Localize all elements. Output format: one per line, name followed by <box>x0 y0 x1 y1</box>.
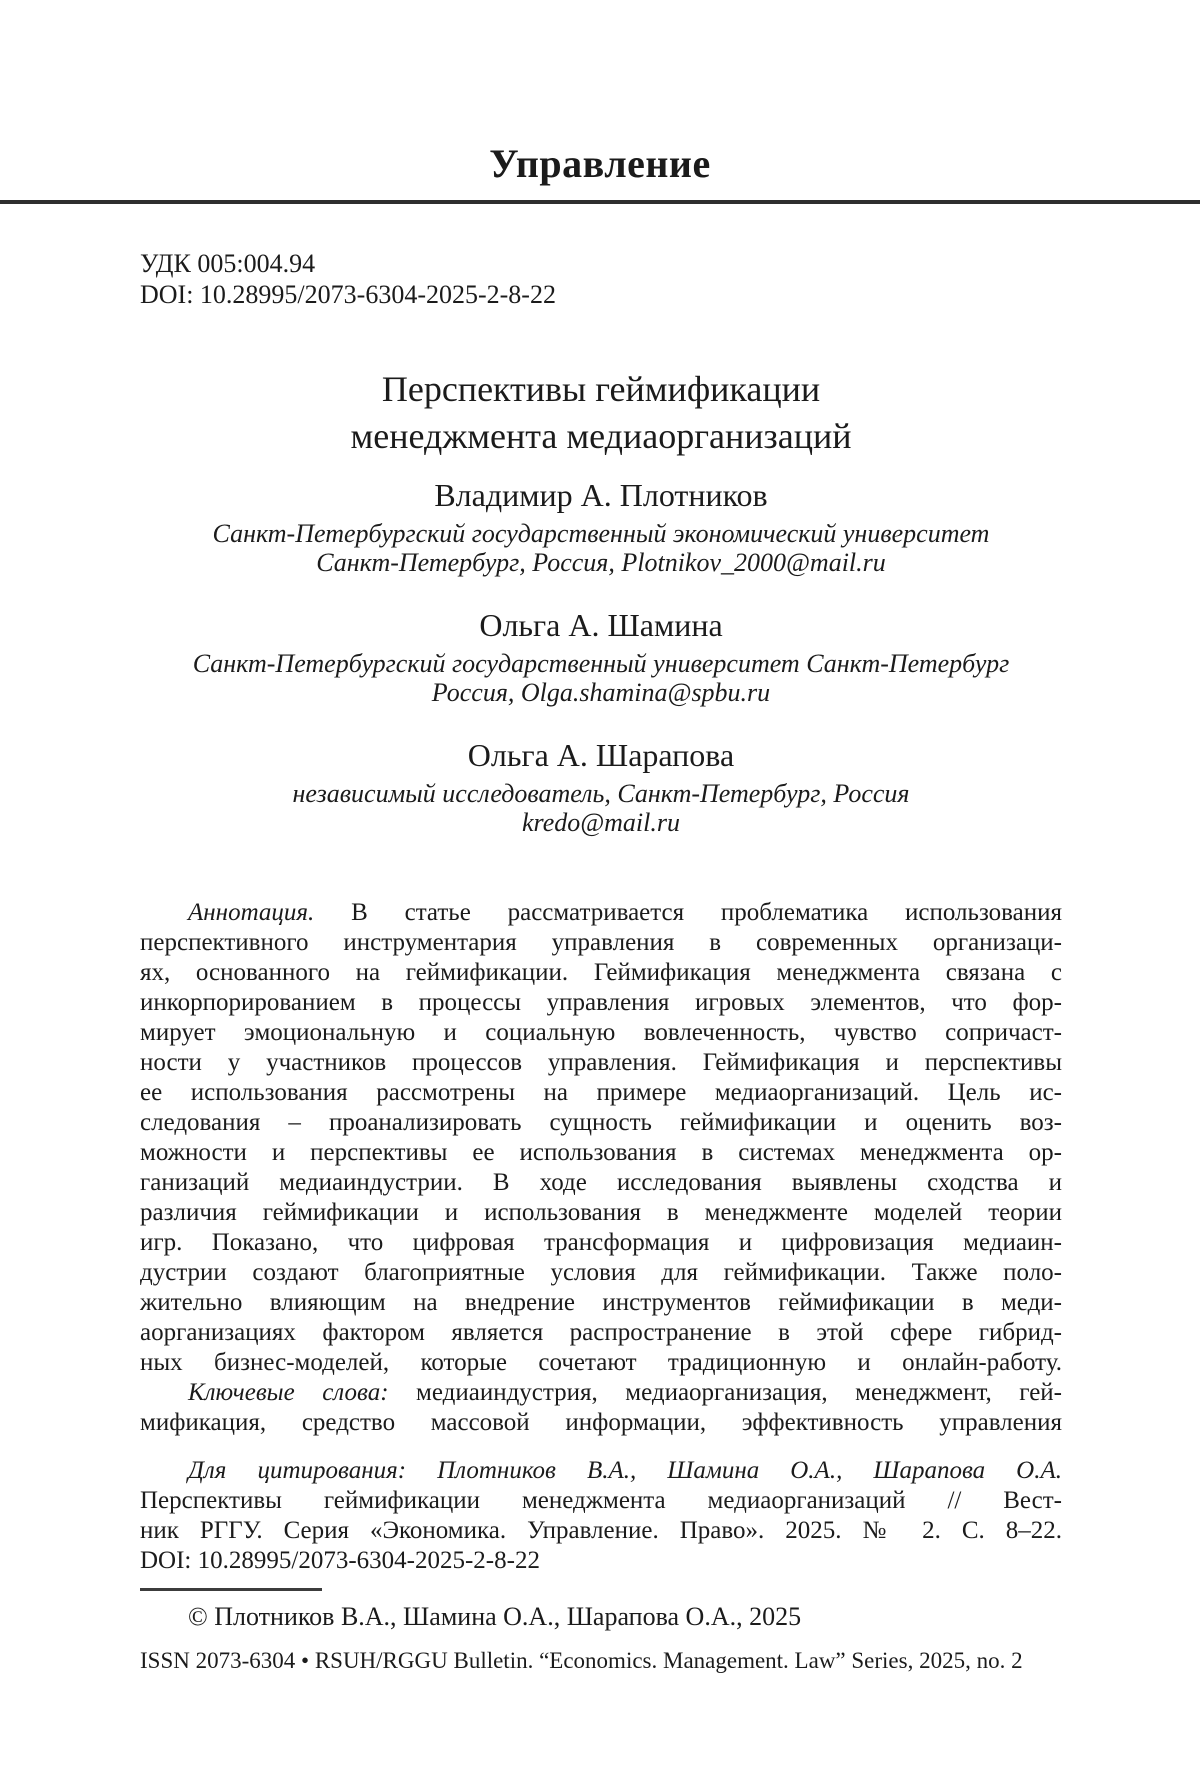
keywords-paragraph: Ключевые слова: медиаиндустрия, медиаорганизация, менеджмент, гей- мификация, средство массовой информации, эффективность управления <box>140 1379 1063 1436</box>
author-name-3: Ольга А. Шарапова <box>467 737 735 773</box>
issn-line: ISSN 2073-6304 • RSUH/RGGU Bulletin. “Economics. Management. Law” Series, 2025, no. 2 <box>140 1648 1023 1673</box>
citation-paragraph: Для цитирования: Плотников В.А., Шамина О.А., Шарапова О.А. Перспективы геймификации менеджмента медиаорганизаций // Вест- ник РГГУ. Серия «Экономика. Управление. Право». 2025. № 2. С. 8–22. DOI: 10.28995/2073-6304-2025-2-8-22 <box>140 1457 1062 1574</box>
affiliation-line: Санкт-Петербургский государственный университет Санкт-Петербург <box>192 649 1010 678</box>
author-affiliation-3 <box>140 779 1062 837</box>
article-title <box>140 366 1062 460</box>
affiliation-line: независимый исследователь, Санкт-Петербург, Россия <box>292 779 910 808</box>
affiliation-email-line: Россия, Olga.shamina@spbu.ru <box>431 678 771 707</box>
author-block-1 <box>140 475 1062 577</box>
section-header: Управление <box>489 141 711 186</box>
author-name-2: Ольга А. Шамина <box>479 607 723 643</box>
author-block-3 <box>140 735 1062 837</box>
author-affiliation-1 <box>140 519 1062 577</box>
affiliation-email-line: kredo@mail.ru <box>522 808 680 837</box>
affiliation-line: Санкт-Петербургский государственный экономический университет <box>212 519 990 548</box>
author-name-1: Владимир А. Плотников <box>434 477 768 513</box>
affiliation-email-line: Санкт-Петербург, Россия, Plotnikov_2000@mail.ru <box>316 548 886 577</box>
footer-rule <box>140 1588 322 1591</box>
title-line-1: Перспективы геймификации <box>381 369 821 409</box>
content-column <box>140 248 1062 1576</box>
title-line-2: менеджмента медиаорганизаций <box>350 416 852 456</box>
doi-code: DOI: 10.28995/2073-6304-2025-2-8-22 <box>140 280 556 309</box>
udk-code: УДК 005:004.94 <box>140 249 316 278</box>
author-block-2 <box>140 605 1062 707</box>
author-affiliation-2 <box>140 649 1062 707</box>
header-rule <box>0 200 1200 204</box>
copyright-line: © Плотников В.А., Шамина О.А., Шарапова О.А., 2025 <box>188 1602 802 1631</box>
abstract-paragraph: Аннотация. В статье рассматривается проблематика использования перспективного инструментария управления в современных организаци- ях, основанного на геймификации. Геймификация менеджмента связана с инкорпорированием в процессы управления игровых элементов, что фор- мирует эмоциональную и социальную вовлеченность, чувство сопричаст- ности у участников процессов управления. Геймификация и перспективы ее использования рассмотрены на примере медиаорганизаций. Цель ис- следования – проанализировать сущность геймификации и оценить воз- можности и перспективы ее использования в системах менеджмента ор- ганизаций медиаиндустрии. В ходе исследования выявлены сходства и различия геймификации и использования в менеджменте моделей теории игр. Показано, что цифровая трансформация и цифровизация медиаин- дустрии создают благоприятные условия для геймификации. Также поло- жительно влияющим на внедрение инструментов геймификации в меди- аорганизациях фактором является распространение в этой сфере гибрид- ных бизнес-моделей, которые сочетают традиционную и онлайн-работу. <box>140 899 1062 1376</box>
udk-doi-block <box>140 248 1062 310</box>
